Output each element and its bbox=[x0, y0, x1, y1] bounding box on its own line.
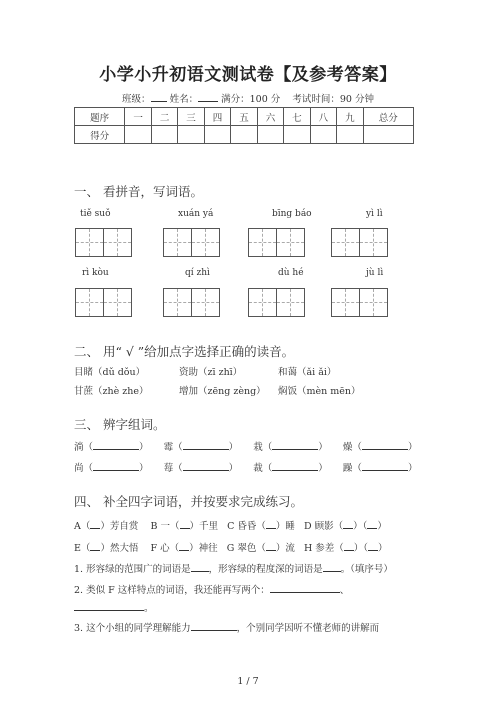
reading-choice[interactable]: 甘蔗（zhè zhe） bbox=[74, 386, 149, 397]
answer-blank[interactable] bbox=[367, 519, 377, 529]
answer-blank[interactable] bbox=[191, 562, 209, 572]
score-value-row bbox=[75, 126, 414, 144]
score-header-cell: 五 bbox=[231, 108, 257, 126]
answer-blank[interactable] bbox=[270, 583, 340, 593]
writing-grid[interactable] bbox=[75, 288, 132, 317]
pinyin-label: dù hé bbox=[278, 268, 304, 278]
reading-choice[interactable]: 增加（zēng zèng） bbox=[179, 386, 266, 397]
pinyin-label: bīng báo bbox=[272, 209, 312, 219]
score-header-cell: 题序 bbox=[75, 108, 125, 126]
answer-blank[interactable] bbox=[179, 541, 189, 551]
name-blank bbox=[198, 92, 218, 102]
score-cell[interactable] bbox=[337, 126, 363, 144]
score-cell[interactable] bbox=[151, 126, 177, 144]
class-label: 班级： bbox=[122, 94, 151, 105]
answer-blank[interactable] bbox=[90, 541, 100, 551]
answer-blank[interactable] bbox=[180, 519, 190, 529]
pinyin-label: yì lì bbox=[366, 209, 383, 219]
score-header-cell: 三 bbox=[178, 108, 204, 126]
full-marks: 满分：100 分 bbox=[221, 94, 281, 105]
section2-heading: 二、 用“ √ ”给加点字选择正确的读音。 bbox=[74, 344, 295, 359]
score-cell[interactable] bbox=[363, 126, 413, 144]
score-header-row bbox=[75, 108, 414, 126]
answer-blank[interactable] bbox=[93, 440, 139, 450]
score-header-cell: 四 bbox=[204, 108, 230, 126]
reading-choice[interactable]: 目睹（dǔ dǒu） bbox=[74, 367, 146, 378]
pinyin-label: tiě suǒ bbox=[80, 209, 111, 219]
score-cell[interactable] bbox=[125, 126, 151, 144]
class-blank bbox=[151, 92, 167, 102]
score-cell[interactable] bbox=[284, 126, 310, 144]
answer-blank[interactable] bbox=[343, 519, 353, 529]
answer-blank[interactable] bbox=[266, 541, 276, 551]
word-group-row: 淌（ ） 霉（ ） 栽（ ） 燥（ ） bbox=[74, 442, 418, 453]
score-header-cell: 八 bbox=[310, 108, 336, 126]
pinyin-label: xuán yá bbox=[178, 209, 214, 219]
answer-blank[interactable] bbox=[266, 519, 276, 529]
question-2-cont: 。 bbox=[74, 600, 154, 614]
section4-heading: 四、 补全四字词语，并按要求完成练习。 bbox=[74, 494, 303, 509]
reading-choice[interactable]: 和蔼（ǎi ǎi） bbox=[278, 367, 337, 378]
answer-blank[interactable] bbox=[191, 621, 237, 631]
question-1: 1. 形容绿的范围广的词语是 ，形容绿的程度深的词语是 。（填序号） bbox=[74, 564, 393, 575]
exam-info-line bbox=[0, 91, 496, 105]
answer-blank[interactable] bbox=[74, 601, 144, 611]
reading-choice[interactable]: 焖饭（mèn mēn） bbox=[278, 386, 361, 397]
answer-blank[interactable] bbox=[362, 440, 408, 450]
score-row-label: 得分 bbox=[75, 126, 125, 144]
answer-blank[interactable] bbox=[323, 562, 341, 572]
score-cell[interactable] bbox=[257, 126, 283, 144]
score-header-cell: 一 bbox=[125, 108, 151, 126]
score-header-cell: 九 bbox=[337, 108, 363, 126]
score-cell[interactable] bbox=[310, 126, 336, 144]
question-2: 2. 类似 F 这样特点的词语，我还能再写两个： 、 bbox=[74, 585, 350, 596]
writing-grid[interactable] bbox=[75, 228, 132, 257]
answer-blank[interactable] bbox=[272, 461, 318, 471]
score-cell[interactable] bbox=[231, 126, 257, 144]
answer-blank[interactable] bbox=[272, 440, 318, 450]
score-table bbox=[74, 107, 414, 144]
reading-choice[interactable]: 资助（zī zhī） bbox=[179, 367, 243, 378]
writing-grid[interactable] bbox=[248, 228, 305, 257]
question-3: 3. 这个小组的同学理解能力 ，个别同学因听不懂老师的讲解而 bbox=[74, 623, 380, 634]
score-header-cell: 七 bbox=[284, 108, 310, 126]
writing-grid[interactable] bbox=[163, 228, 220, 257]
answer-blank[interactable] bbox=[93, 461, 139, 471]
page-number: 1 / 7 bbox=[237, 676, 259, 687]
score-cell[interactable] bbox=[178, 126, 204, 144]
answer-blank[interactable] bbox=[90, 519, 100, 529]
answer-blank[interactable] bbox=[183, 440, 229, 450]
name-label: 姓名： bbox=[169, 94, 199, 105]
word-group-row: 尚（ ） 莓（ ） 裁（ ） 躁（ ） bbox=[74, 463, 418, 474]
answer-blank[interactable] bbox=[362, 461, 408, 471]
score-header-cell: 二 bbox=[151, 108, 177, 126]
idiom-line: A（ ）芳自赏 B 一（ ）千里 C 昏昏（ ）睡 D 顾影（ ）（ ） bbox=[74, 521, 387, 532]
score-header-cell: 六 bbox=[257, 108, 283, 126]
writing-grid[interactable] bbox=[331, 288, 388, 317]
score-header-cell: 总分 bbox=[363, 108, 413, 126]
pinyin-label: jù lì bbox=[366, 268, 384, 278]
section1-heading: 一、 看拼音，写词语。 bbox=[74, 184, 203, 199]
answer-blank[interactable] bbox=[183, 461, 229, 471]
page-title: 小学小升初语文测试卷【及参考答案】 bbox=[99, 65, 397, 85]
score-cell[interactable] bbox=[204, 126, 230, 144]
exam-time: 考试时间：90 分钟 bbox=[292, 94, 374, 105]
pinyin-label: qí zhì bbox=[185, 268, 210, 278]
answer-blank[interactable] bbox=[368, 541, 378, 551]
answer-blank[interactable] bbox=[344, 541, 354, 551]
idiom-line: E（ ）然大悟 F 心（ ）神往 G 翠色（ ）流 H 参差（ ）（ ） bbox=[74, 543, 388, 554]
writing-grid[interactable] bbox=[248, 288, 305, 317]
pinyin-label: rì kòu bbox=[82, 268, 109, 278]
section3-heading: 三、 辨字组词。 bbox=[74, 417, 166, 432]
writing-grid[interactable] bbox=[331, 228, 388, 257]
writing-grid[interactable] bbox=[163, 288, 220, 317]
